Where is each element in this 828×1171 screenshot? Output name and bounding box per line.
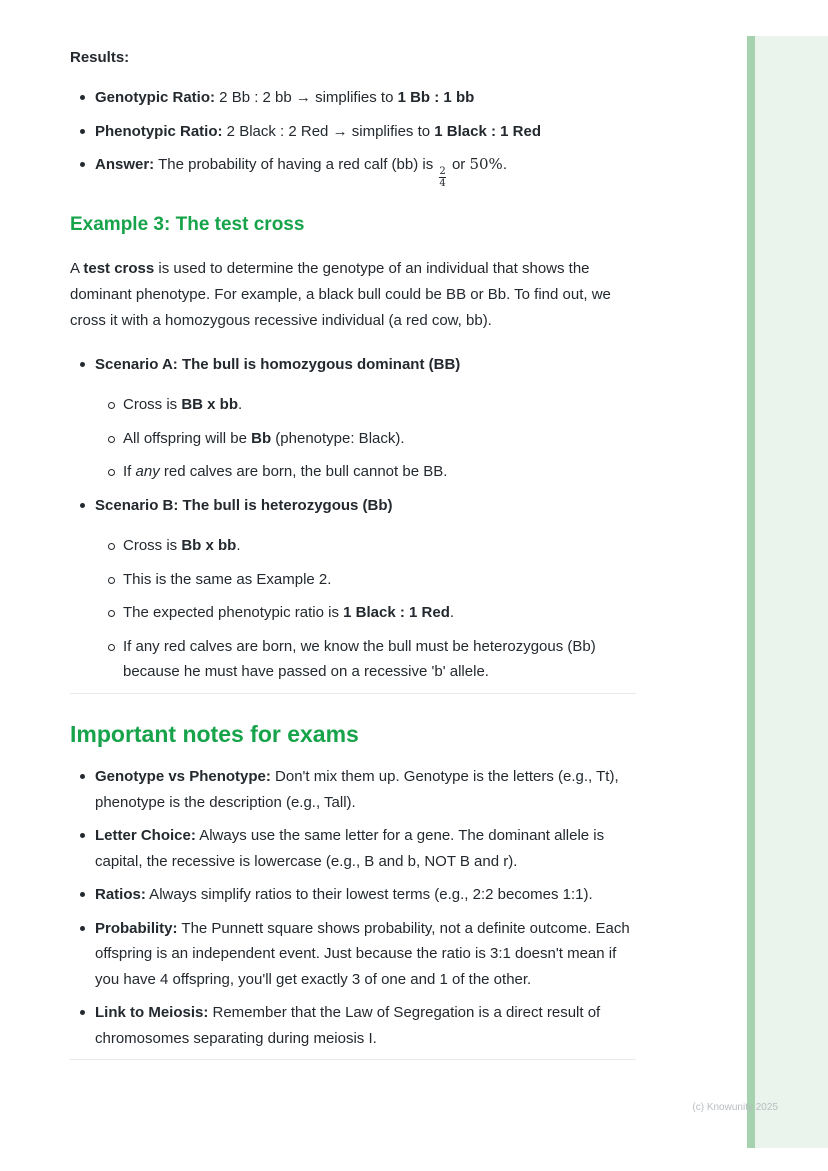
exam-notes-list — [80, 764, 636, 1051]
vertical-accent-bar — [747, 36, 755, 1148]
list-item-row — [80, 764, 636, 815]
circle-bullet-icon — [108, 634, 123, 659]
sub-list-item — [108, 634, 636, 685]
list-item-text — [95, 916, 636, 993]
list-item — [80, 119, 636, 145]
text-segment: This is the same as Example 2. — [123, 570, 332, 588]
list-item-row — [80, 1000, 636, 1051]
circle-bullet-icon — [108, 567, 123, 592]
sub-list-item — [108, 459, 636, 485]
list-item-text — [95, 493, 636, 519]
bottom-divider — [70, 1059, 636, 1060]
text-segment: The expected phenotypic ratio is — [123, 604, 344, 621]
list-item — [80, 152, 636, 189]
example3-intro-paragraph — [70, 256, 636, 335]
text-segment: . — [236, 537, 241, 554]
section-divider — [70, 693, 636, 694]
sub-list-item — [108, 600, 636, 626]
right-background-strip — [755, 36, 828, 1148]
document-content — [70, 47, 636, 1060]
fraction: $\frac{2}{4}$ — [439, 166, 446, 189]
text-segment: If — [123, 463, 136, 480]
results-list — [80, 85, 636, 189]
text-segment: or — [447, 156, 470, 173]
list-item — [80, 916, 636, 993]
disc-bullet-icon — [80, 764, 95, 789]
text-segment: any — [135, 463, 160, 480]
sub-list — [108, 533, 636, 685]
list-item — [80, 493, 636, 685]
disc-bullet-icon — [80, 882, 95, 907]
disc-bullet-icon — [80, 1000, 95, 1025]
list-item — [80, 1000, 636, 1051]
text-segment: If any red calves are born, we know the bull must be heterozygous (Bb) because he must have passed on a recessive 'b' allele. — [123, 637, 596, 680]
disc-bullet-icon — [80, 493, 95, 518]
list-item-text — [123, 426, 636, 452]
list-item-row — [108, 459, 636, 485]
text-segment: All offspring will be — [123, 429, 252, 447]
list-item-row — [108, 392, 636, 418]
sub-list-item — [108, 533, 636, 559]
text-segment: Don't mix them up. Genotype is the letters (e.g., Tt), phenotype is the description (e.g., Tall). — [95, 768, 619, 811]
disc-bullet-icon — [80, 119, 95, 144]
sub-list-item — [108, 392, 636, 418]
text-segment: Letter Choice: — [95, 827, 196, 845]
circle-bullet-icon — [108, 600, 123, 625]
list-item-text — [123, 634, 636, 685]
list-item-row — [80, 152, 636, 189]
text-segment: Link to Meiosis: — [95, 1004, 209, 1022]
text-segment: Ratios: — [95, 886, 146, 904]
text-segment: Always simplify ratios to their lowest terms (e.g., 2:2 becomes 1:1). — [145, 886, 593, 904]
list-item-row — [108, 634, 636, 685]
scenarios-list — [80, 352, 636, 685]
text-segment: 2 Black : 2 Red → simplifies to — [222, 122, 435, 140]
text-segment: BB x bb — [181, 396, 239, 413]
list-item-row — [108, 600, 636, 626]
list-item-text — [95, 823, 636, 874]
list-item-text — [95, 352, 636, 378]
text-segment: 1 Black : 1 Red — [343, 604, 450, 621]
text-segment: (phenotype: Black). — [271, 429, 405, 447]
text-segment: . — [238, 396, 243, 413]
text-segment: 1 Black : 1 Red — [434, 122, 541, 140]
disc-bullet-icon — [80, 152, 95, 177]
text-segment: . — [502, 156, 507, 173]
disc-bullet-icon — [80, 85, 95, 110]
list-item-text — [123, 392, 636, 418]
sub-list-item — [108, 426, 636, 452]
list-item-row — [80, 916, 636, 993]
text-segment: Scenario B: The bull is heterozygous (Bb) — [95, 496, 393, 514]
text-segment: The probability of having a red calf (bb) is — [154, 156, 438, 173]
sub-list-item — [108, 567, 636, 593]
text-segment: A — [70, 259, 84, 277]
text-segment: Cross is — [123, 537, 182, 554]
list-item-row — [80, 493, 636, 519]
list-item-text — [95, 119, 636, 145]
list-item-row — [108, 567, 636, 593]
text-segment: Probability: — [95, 919, 178, 937]
circle-bullet-icon — [108, 533, 123, 558]
results-heading: Results: — [70, 49, 130, 66]
list-item-row — [80, 85, 636, 111]
list-item-row — [108, 533, 636, 559]
text-segment: Phenotypic Ratio: — [95, 122, 223, 140]
circle-bullet-icon — [108, 459, 123, 484]
list-item — [80, 823, 636, 874]
text-segment: Genotype vs Phenotype: — [95, 768, 271, 786]
list-item-row — [80, 823, 636, 874]
list-item-text — [123, 600, 636, 626]
list-item-row — [108, 426, 636, 452]
text-segment: The Punnett square shows probability, not a definite outcome. Each offspring is an independent event. Just because the ratio is 3:1 doesn't mean if you have 4 offspring, you'll get exactly 3 of one and 1 of the other. — [95, 919, 630, 988]
text-segment: 1 Bb : 1 bb — [397, 89, 475, 106]
disc-bullet-icon — [80, 352, 95, 377]
list-item-text — [123, 459, 636, 485]
list-item-text — [95, 882, 636, 908]
sub-list — [108, 392, 636, 485]
text-segment: Scenario A: The bull is homozygous dominant (BB) — [95, 355, 461, 373]
circle-bullet-icon — [108, 392, 123, 417]
disc-bullet-icon — [80, 916, 95, 941]
text-segment: Remember that the Law of Segregation is a direct result of chromosomes separating during meiosis I. — [95, 1004, 601, 1047]
text-segment: Cross is — [123, 396, 182, 413]
text-segment: Bb — [251, 429, 272, 447]
text-segment: 50% — [469, 155, 503, 173]
list-item-text — [123, 533, 636, 559]
list-item-row — [80, 352, 636, 378]
list-item — [80, 85, 636, 111]
text-segment: Bb x bb — [181, 537, 237, 554]
list-item-text — [95, 85, 636, 111]
list-item — [80, 764, 636, 815]
important-notes-heading: Important notes for exams — [70, 720, 359, 747]
text-segment: Always use the same letter for a gene. The dominant allele is capital, the recessive is lowercase (e.g., B and b, NOT B and r). — [95, 827, 605, 870]
circle-bullet-icon — [108, 426, 123, 451]
text-segment: red calves are born, the bull cannot be BB. — [159, 463, 448, 480]
text-segment: . — [449, 604, 455, 621]
disc-bullet-icon — [80, 823, 95, 848]
watermark: (c) Knowunity 2025 — [692, 1102, 778, 1113]
text-segment: is used to determine the genotype of an individual that shows the dominant phenotype. For example, a black bull could be BB or Bb. To find out, we cross it with a homozygous recessive individual (a red cow, bb). — [70, 259, 611, 330]
text-segment: Genotypic Ratio: — [95, 89, 216, 106]
example3-heading: Example 3: The test cross — [70, 214, 305, 235]
list-item-row — [80, 882, 636, 908]
list-item — [80, 882, 636, 908]
list-item-text — [123, 567, 636, 593]
list-item-row — [80, 119, 636, 145]
list-item-text — [95, 1000, 636, 1051]
text-segment: test cross — [83, 259, 155, 277]
text-segment: 2 Bb : 2 bb → simplifies to — [215, 89, 398, 106]
list-item-text — [95, 152, 636, 189]
list-item-text — [95, 764, 636, 815]
text-segment: Answer: — [95, 156, 155, 173]
list-item — [80, 352, 636, 485]
